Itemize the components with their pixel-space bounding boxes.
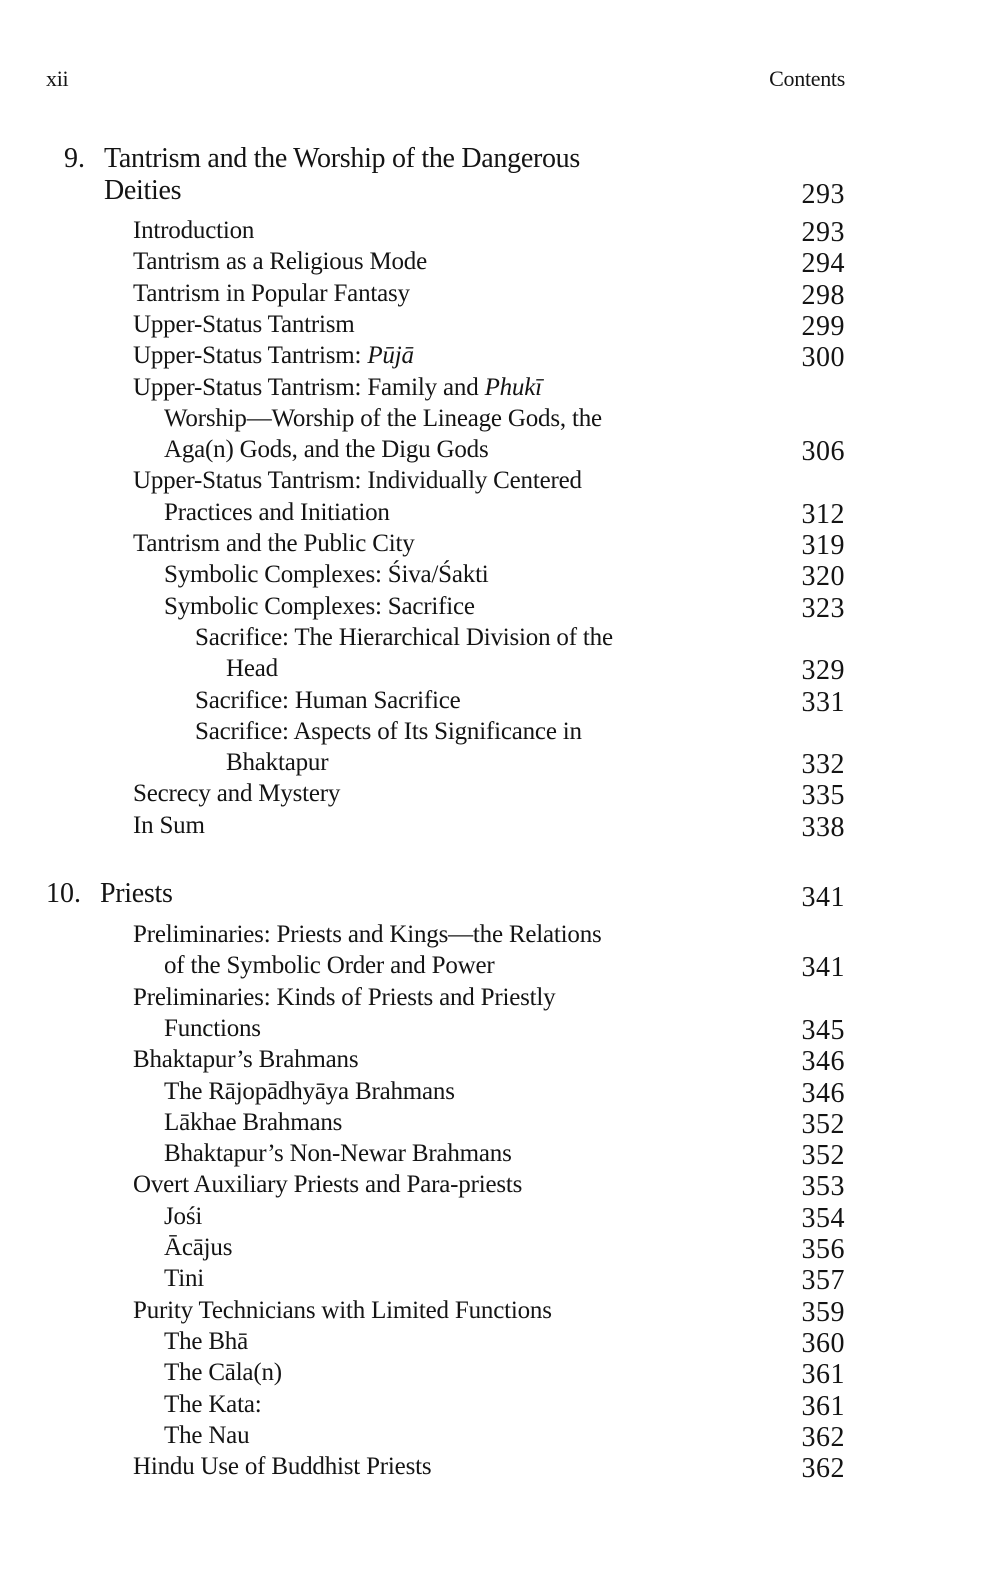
entry-text: Tini [164, 1265, 204, 1293]
chapter-number: 10. [46, 878, 81, 909]
toc-entry-line [133, 1044, 358, 1075]
entry-page-number: 294 [801, 248, 845, 280]
entry-text: Tantrism and the Public City [133, 530, 415, 557]
toc-entry-line [164, 1076, 455, 1107]
entry-page-number: 362 [801, 1421, 845, 1453]
entry-text: The Cāla(n) [164, 1359, 282, 1387]
toc-entry-line [164, 559, 489, 590]
entry-page-number: 312 [801, 498, 845, 530]
entry-page-number: 359 [801, 1296, 845, 1328]
toc-entry-line [164, 1389, 261, 1420]
toc-entry-line [164, 1232, 232, 1263]
toc-entry-line [164, 497, 390, 528]
toc-entry-line [133, 1169, 522, 1200]
toc-entry-line [164, 1201, 202, 1232]
toc-entry-line [133, 215, 254, 246]
toc-entry-line [164, 434, 489, 465]
entry-text: Upper-Status Tantrism: Individually Centered [133, 467, 582, 495]
entry-text: Jośi [164, 1202, 203, 1230]
chapter-title: Priests [100, 878, 173, 909]
entry-text: Sacrifice: The Hierarchical Division of the [195, 623, 613, 651]
running-title: Contents [769, 66, 845, 91]
entry-text: Upper-Status Tantrism: [133, 342, 368, 370]
entry-page-number: 338 [801, 811, 845, 843]
entry-text: Secrecy and Mystery [133, 780, 341, 808]
entry-page-number: 354 [801, 1202, 845, 1234]
entry-text: Upper-Status Tantrism: Family and [133, 373, 485, 401]
toc-entry-line [133, 778, 340, 809]
chapter-page-number: 293 [801, 179, 845, 210]
entry-text: Aga(n) Gods, and the Digu Gods [164, 436, 489, 464]
entry-page-number: 352 [801, 1140, 845, 1172]
entry-page-number: 300 [801, 342, 845, 374]
toc-entry-line [164, 1138, 512, 1169]
entry-text: Lākhae Brahmans [164, 1108, 343, 1136]
entry-text: Upper-Status Tantrism [133, 310, 355, 338]
entry-text: Purity Technicians with Limited Functions [133, 1296, 552, 1324]
page-folio: xii [46, 66, 69, 91]
entry-page-number: 353 [801, 1171, 845, 1203]
toc-entry-line [164, 403, 602, 434]
entry-text: Tantrism in Popular Fantasy [133, 279, 410, 307]
entry-text: The Rājopādhyāya Brahmans [164, 1077, 455, 1105]
entry-page-number: 320 [801, 561, 845, 593]
toc-entry-line [133, 919, 602, 950]
chapter-number: 9. [64, 143, 85, 174]
entry-page-number: 360 [801, 1327, 845, 1359]
entry-text: Symbolic Complexes: Sacrifice [164, 592, 475, 620]
entry-text: Bhaktapur [226, 749, 329, 777]
toc-entry-line [164, 1013, 261, 1044]
toc-entry-line [133, 982, 555, 1013]
toc-entry-line [164, 1420, 249, 1451]
toc-entry-line [133, 340, 414, 371]
entry-text: Sacrifice: Aspects of Its Significance in [195, 717, 582, 745]
entry-page-number: 319 [801, 530, 845, 561]
toc-entry-line [195, 685, 461, 716]
entry-page-number: 299 [801, 310, 845, 342]
toc-entry-line [164, 1263, 204, 1294]
entry-page-number: 357 [801, 1265, 845, 1297]
entry-page-number: 361 [801, 1390, 845, 1422]
toc-entry-line [164, 1357, 282, 1388]
entry-page-number: 361 [801, 1359, 845, 1391]
chapter-title: Deities [104, 175, 182, 206]
entry-text: Overt Auxiliary Priests and Para-priests [133, 1171, 523, 1199]
entry-page-number: 341 [801, 952, 845, 984]
toc-entry-line [133, 372, 542, 403]
toc-entry-line [164, 1107, 342, 1138]
toc-entry-line [133, 1295, 552, 1326]
toc-entry-line [195, 716, 582, 747]
entry-text: Preliminaries: Priests and Kings—the Relations [133, 921, 602, 948]
entry-page-number: 329 [801, 655, 845, 687]
entry-text: In Sum [133, 811, 205, 839]
entry-page-number: 356 [801, 1234, 845, 1265]
entry-page-number: 323 [801, 592, 845, 624]
entry-page-number: 352 [801, 1108, 845, 1140]
toc-entry-line [164, 591, 475, 622]
entry-page-number: 362 [801, 1453, 845, 1485]
entry-page-number: 346 [801, 1046, 845, 1078]
toc-entry-line [133, 528, 415, 559]
toc-entry-line [133, 1451, 431, 1482]
entry-page-number: 298 [801, 279, 845, 311]
toc-entry-line [226, 653, 278, 684]
entry-page-number: 306 [801, 436, 845, 468]
entry-page-number: 332 [801, 749, 845, 781]
entry-text: Ācājus [164, 1234, 233, 1261]
entry-text: Worship—Worship of the Lineage Gods, the [164, 404, 602, 432]
entry-text: Practices and Initiation [164, 498, 390, 526]
entry-text: Functions [164, 1014, 261, 1042]
entry-page-number: 335 [801, 780, 845, 812]
entry-text-italic: Pūjā [367, 342, 414, 370]
entry-page-number: 346 [801, 1077, 845, 1109]
entry-text: of the Symbolic Order and Power [164, 952, 495, 980]
entry-text: Introduction [133, 217, 255, 244]
entry-text: The Kata: [164, 1390, 262, 1418]
toc-entry-line [133, 278, 410, 309]
toc-entry-line [133, 465, 582, 496]
entry-page-number: 331 [801, 686, 845, 718]
entry-text: The Nau [164, 1421, 250, 1449]
entry-text: Sacrifice: Human Sacrifice [195, 686, 461, 714]
chapter-title: Tantrism and the Worship of the Dangerous [104, 143, 580, 174]
toc-entry-line [195, 622, 613, 653]
entry-text: Symbolic Complexes: Śiva/Śakti [164, 561, 489, 589]
toc-entry-line [133, 246, 427, 277]
entry-text: Preliminaries: Kinds of Priests and Priestly [133, 983, 556, 1011]
entry-text: Tantrism as a Religious Mode [133, 248, 427, 276]
toc-entry-line [226, 747, 328, 778]
entry-text: Bhaktapur’s Non-Newar Brahmans [164, 1140, 512, 1168]
entry-text-italic: Phukī [484, 373, 542, 401]
entry-text: Hindu Use of Buddhist Priests [133, 1453, 432, 1481]
entry-text: Bhaktapur’s Brahmans [133, 1046, 359, 1074]
entry-page-number: 345 [801, 1014, 845, 1046]
entry-text: Head [226, 655, 278, 683]
chapter-page-number: 341 [801, 882, 845, 913]
toc-entry-line [164, 1326, 248, 1357]
toc-entry-line [164, 950, 495, 981]
toc-entry-line [133, 309, 355, 340]
toc-entry-line [133, 810, 205, 841]
entry-page-number: 293 [801, 217, 845, 248]
entry-text: The Bhā [164, 1327, 248, 1355]
